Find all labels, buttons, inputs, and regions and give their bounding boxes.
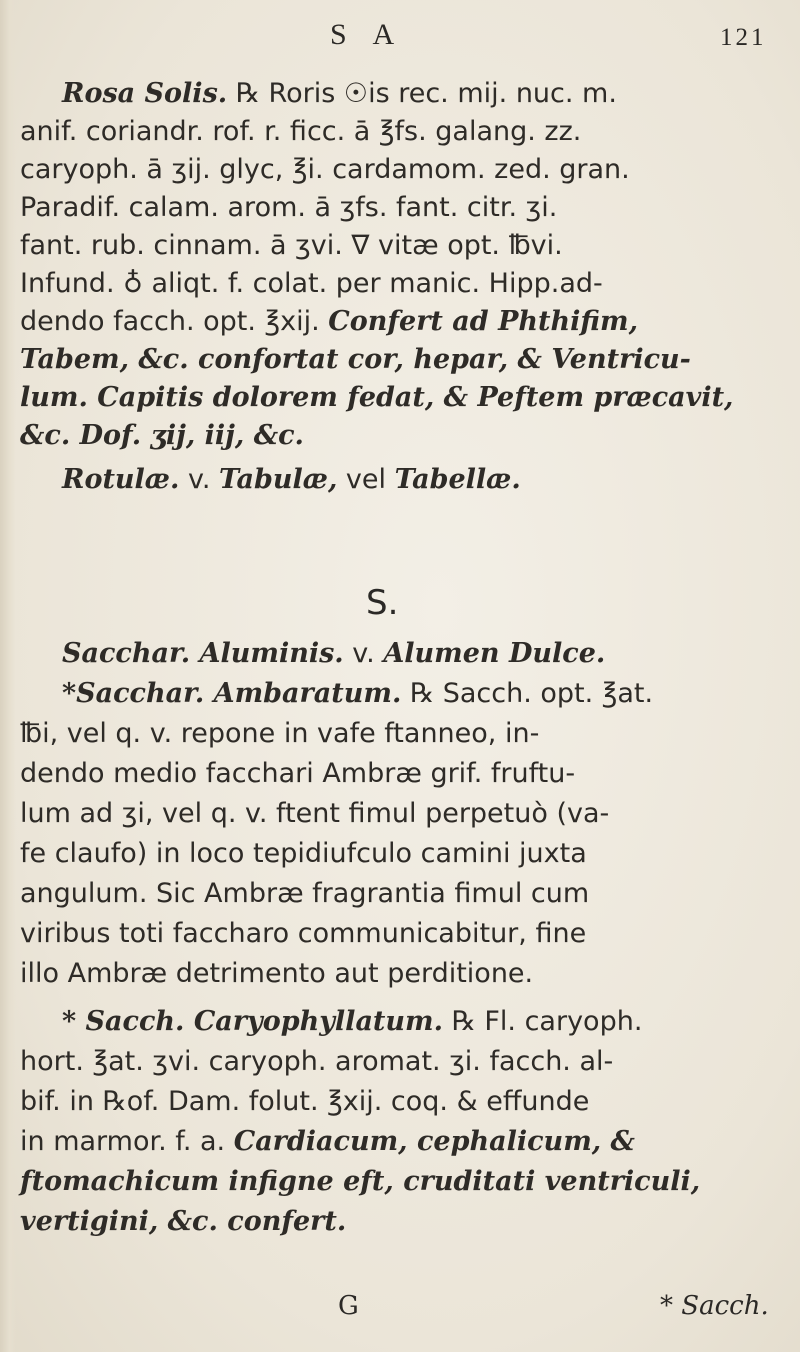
text-line — [20, 190, 557, 226]
italic-text: &c. Dof. ʒij, iij, &c. — [20, 420, 304, 451]
line-text: fant. rub. cinnam. ā ʒvi. ∇ vitæ opt. ℔vi. — [20, 230, 563, 261]
text-line — [20, 1124, 635, 1160]
italic-text: Alumen Dulce. — [383, 638, 606, 669]
line-text: bif. in ℞of. Dam. folut. ℥xij. coq. & effunde — [20, 1086, 590, 1117]
italic-text: Tabulæ, — [219, 464, 338, 495]
line-text: dendo medio facchari Ambræ grif. fruftu- — [20, 758, 576, 789]
signature-mark: G — [338, 1291, 359, 1321]
line-text: v. — [343, 638, 384, 669]
line-text: in marmor. f. a. — [20, 1126, 234, 1157]
text-line — [20, 796, 609, 832]
text-line — [20, 836, 587, 872]
text-line — [62, 676, 653, 712]
text-line — [20, 716, 539, 752]
page-gutter — [0, 0, 16, 1352]
text-line — [20, 152, 630, 188]
line-text: viribus toti faccharo communicabitur, fine — [20, 918, 587, 949]
line-text: dendo facch. opt. ℥xij. — [20, 306, 329, 337]
section-letter: S. — [366, 583, 399, 623]
italic-text: Confert ad Phthifim, — [328, 306, 638, 337]
text-line — [20, 1204, 346, 1240]
line-text: ℞ Fl. caryoph. — [443, 1006, 643, 1037]
text-line — [20, 1164, 700, 1200]
line-text: vel — [337, 464, 395, 495]
italic-text: Tabellæ. — [394, 464, 521, 495]
text-line — [20, 876, 589, 912]
entry-heading: Rosa Solis. — [62, 78, 228, 109]
italic-text: Cardiacum, cephalicum, & — [233, 1126, 635, 1157]
italic-text: lum. Capitis dolorem fedat, & Peftem præcavit, — [20, 382, 734, 413]
entry-saccharum-aluminis — [62, 636, 605, 672]
text-line — [20, 342, 691, 378]
running-head — [0, 18, 800, 58]
text-line — [20, 1044, 613, 1080]
line-text: lum ad ʒi, vel q. v. ftent fimul perpetuò (va- — [20, 798, 610, 829]
line-text: ℔i, vel q. v. repone in vafe ftanneo, in- — [20, 718, 540, 749]
text-line — [20, 228, 563, 264]
entry-heading: Rotulæ. — [62, 464, 180, 495]
line-text: ℞ Roris ☉is rec. mij. nuc. m. — [227, 78, 617, 109]
line-text: illo Ambræ detrimento aut perditione. — [20, 958, 534, 989]
italic-text: ftomachicum infigne eft, cruditati ventriculi, — [20, 1166, 701, 1197]
line-text: ℞ Sacch. opt. ℥at. — [401, 678, 654, 709]
text-line — [20, 266, 603, 302]
line-text: anif. coriandr. rof. r. ficc. ā ℥fs. galang. zz. — [20, 116, 582, 147]
text-line — [20, 1084, 589, 1120]
catchword: * Sacch. — [660, 1291, 769, 1321]
text-line — [20, 304, 638, 340]
text-line — [20, 114, 581, 150]
entry-heading: *Sacchar. Ambaratum. — [62, 678, 402, 709]
italic-text: vertigini, &c. confert. — [20, 1206, 347, 1237]
entry-heading: Sacchar. Aluminis. — [62, 638, 344, 669]
text-line — [20, 756, 575, 792]
line-text: fe claufo) in loco tepidiufculo camini juxta — [20, 838, 587, 869]
text-line — [20, 956, 533, 992]
line-text: hort. ℥at. ʒvi. caryoph. aromat. ʒi. facch. al- — [20, 1046, 614, 1077]
running-title: S A — [330, 18, 405, 51]
line-text: Infund. ♁ aliqt. f. colat. per manic. Hipp.ad- — [20, 268, 603, 299]
line-text: caryoph. ā ʒij. glyc, ℥i. cardamom. zed. gran. — [20, 154, 630, 185]
text-line — [20, 418, 304, 454]
entry-rotulae — [62, 462, 521, 498]
text-line — [20, 916, 586, 952]
line-text: Paradif. calam. arom. ā ʒfs. fant. citr. ʒi. — [20, 192, 558, 223]
text-line — [20, 380, 733, 416]
page-number: 121 — [720, 24, 767, 51]
line-text: angulum. Sic Ambræ fragrantia fimul cum — [20, 878, 590, 909]
text-line — [62, 1004, 642, 1040]
italic-text: Tabem, &c. confortat cor, hepar, & Ventricu- — [20, 344, 691, 375]
line-text: v. — [179, 464, 220, 495]
text-line — [62, 76, 617, 112]
entry-heading: * Sacch. Caryophyllatum. — [62, 1006, 444, 1037]
